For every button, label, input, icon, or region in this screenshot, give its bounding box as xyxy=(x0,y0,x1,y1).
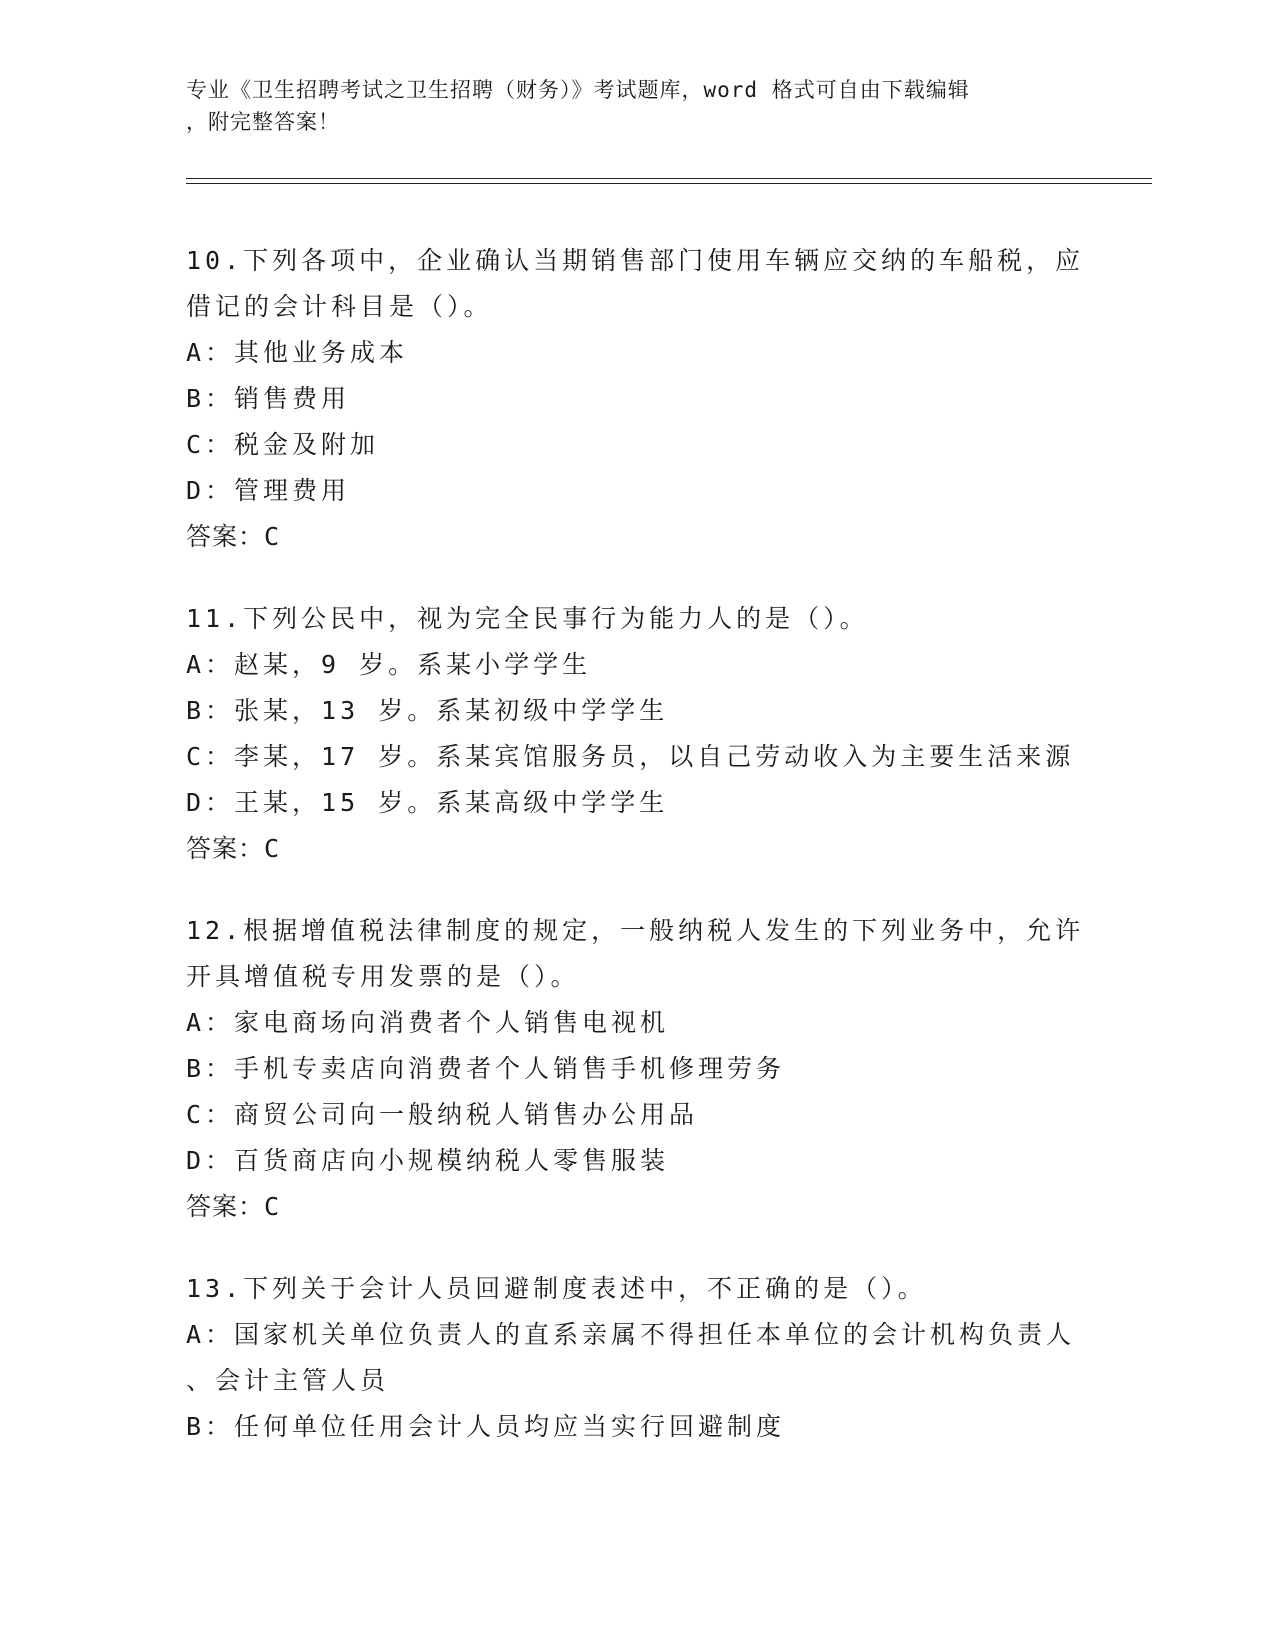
question xyxy=(186,596,1086,872)
question-stem-line: 10.下列各项中，企业确认当期销售部门使用车辆应交纳的车船税，应 xyxy=(186,246,1085,275)
option-b: B：张某，13 岁。系某初级中学学生 xyxy=(186,696,669,725)
question xyxy=(186,908,1086,1230)
option-a: A：其他业务成本 xyxy=(186,338,409,367)
option-d: D：百货商店向小规模纳税人零售服装 xyxy=(186,1146,670,1175)
header-divider xyxy=(186,178,1152,179)
option-d: D：王某，15 岁。系某高级中学学生 xyxy=(186,788,669,817)
option-b: B：任何单位任用会计人员均应当实行回避制度 xyxy=(186,1412,786,1441)
question-stem-line: 12.根据增值税法律制度的规定，一般纳税人发生的下列业务中，允许 xyxy=(186,916,1085,945)
option-a: A：国家机关单位负责人的直系亲属不得担任本单位的会计机构负责人 xyxy=(186,1320,1076,1349)
option-c: C：李某，17 岁。系某宾馆服务员，以自己劳动收入为主要生活来源 xyxy=(186,742,1075,771)
question xyxy=(186,1266,1086,1450)
option-a: A：家电商场向消费者个人销售电视机 xyxy=(186,1008,670,1037)
answer: 答案：C xyxy=(186,522,281,551)
document-header xyxy=(186,74,1086,138)
option-c: C：商贸公司向一般纳税人销售办公用品 xyxy=(186,1100,699,1129)
option-b: B：销售费用 xyxy=(186,384,351,413)
header-line: ，附完整答案！ xyxy=(186,110,340,134)
question-stem-line: 开具增值税专用发票的是（）。 xyxy=(186,962,580,991)
answer: 答案：C xyxy=(186,1192,281,1221)
option-a-continued: 、会计主管人员 xyxy=(186,1366,390,1395)
option-c: C：税金及附加 xyxy=(186,430,380,459)
option-b: B：手机专卖店向消费者个人销售手机修理劳务 xyxy=(186,1054,786,1083)
question-stem-line: 11.下列公民中，视为完全民事行为能力人的是（）。 xyxy=(186,604,869,633)
option-d: D：管理费用 xyxy=(186,476,351,505)
question-list xyxy=(186,238,1086,1486)
question-stem-line: 13.下列关于会计人员回避制度表述中，不正确的是（）。 xyxy=(186,1274,927,1303)
option-a: A：赵某，9 岁。系某小学学生 xyxy=(186,650,592,679)
header-line: 专业《卫生招聘考试之卫生招聘（财务）》考试题库，word 格式可自由下载编辑 xyxy=(186,78,970,102)
answer: 答案：C xyxy=(186,834,281,863)
header-divider xyxy=(186,183,1152,184)
question xyxy=(186,238,1086,560)
question-stem-line: 借记的会计科目是（）。 xyxy=(186,292,493,321)
